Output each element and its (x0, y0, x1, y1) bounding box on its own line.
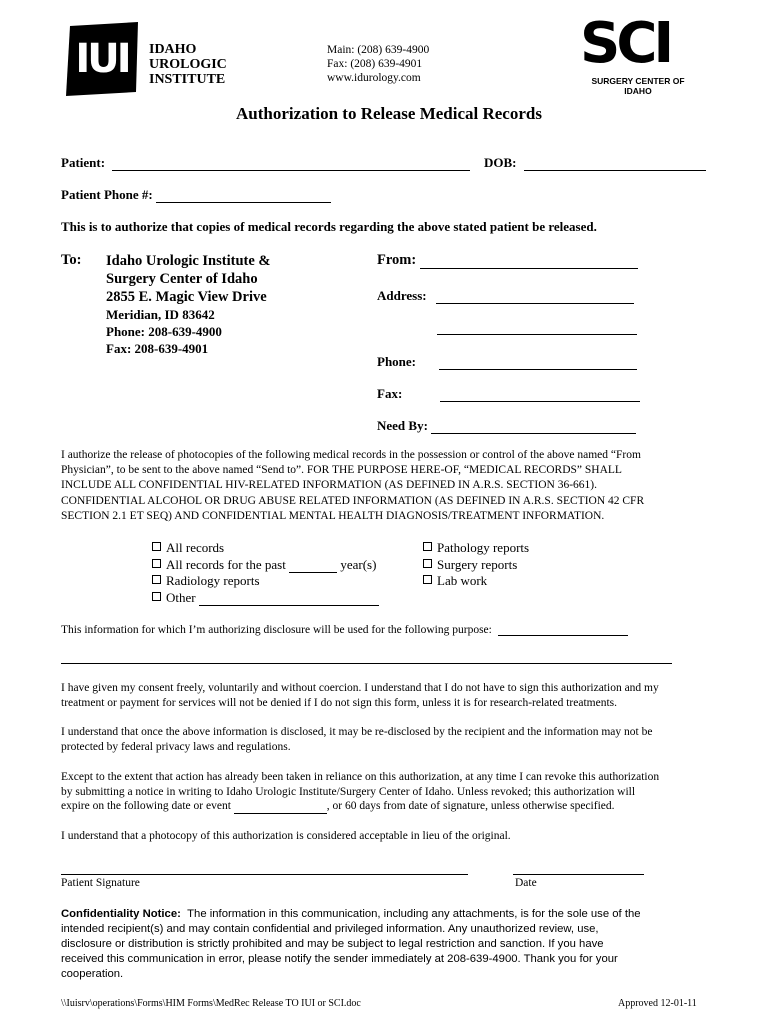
page-title: Authorization to Release Medical Records (236, 104, 542, 123)
iui-name-line: IDAHO (149, 42, 197, 57)
iui-name-line: UROLOGIC (149, 57, 227, 72)
signature-label: Patient Signature (61, 877, 140, 889)
to-label: To: (61, 252, 82, 268)
paragraph-line: I authorize the release of photocopies of the following medical records in the possession or control of the above named “From (61, 449, 641, 461)
photocopy-text: I understand that a photocopy of this authorization is considered acceptable in lieu of the original. (61, 830, 511, 842)
to-name-line: Idaho Urologic Institute & (106, 253, 271, 269)
checkbox[interactable] (423, 542, 432, 551)
purpose-field[interactable] (498, 621, 628, 636)
phone-row (377, 354, 637, 370)
consent-paragraph (61, 681, 659, 711)
option-label: All records for the past (166, 556, 286, 572)
from-fax-field[interactable] (440, 387, 640, 402)
iui-name-line: INSTITUTE (149, 72, 226, 87)
fax-row (377, 386, 640, 402)
checkbox[interactable] (423, 575, 432, 584)
purpose-row (61, 621, 628, 636)
to-name-line: 2855 E. Magic View Drive (106, 289, 267, 305)
paragraph-line: I have given my consent freely, voluntarily and without coercion. I understand that I do not have to sign this authorization and my (61, 682, 659, 694)
confidentiality-notice (61, 907, 641, 982)
from-label: From: (377, 252, 417, 268)
option-label: year(s) (340, 556, 377, 572)
fax-number: Fax: (208) 639-4901 (327, 58, 423, 70)
footer-approved: Approved 12-01-11 (618, 998, 697, 1009)
paragraph-line (61, 799, 659, 814)
dob-row (484, 155, 706, 171)
patient-label: Patient: (61, 155, 106, 170)
checkbox[interactable] (152, 575, 161, 584)
option-past-years[interactable] (152, 557, 379, 574)
from-phone-field[interactable] (439, 355, 637, 370)
paragraph-line: Physician”, to be sent to the above named “Send to”. FOR THE PURPOSE HERE-OF, “MEDICAL RECORDS” SHALL (61, 464, 622, 477)
option-label: Surgery reports (437, 556, 518, 572)
option-label: Pathology reports (437, 540, 530, 555)
option-label: Lab work (437, 573, 488, 588)
website: www.idurology.com (327, 72, 421, 84)
from-row (377, 252, 638, 269)
address-label: Address: (377, 288, 427, 303)
record-options-right (423, 540, 529, 590)
iui-name (149, 42, 227, 87)
option-other[interactable] (152, 590, 379, 607)
address-field[interactable] (436, 289, 634, 304)
signature-field[interactable] (61, 860, 468, 875)
option-label: Radiology reports (166, 573, 260, 588)
option-all-records[interactable] (152, 540, 379, 557)
date-field[interactable] (513, 860, 644, 875)
paragraph-line: CONFIDENTIAL ALCOHOL OR DRUG ABUSE RELATED INFORMATION (AS DEFINED IN A.R.S. SECTION 42 CFR (61, 494, 645, 507)
checkbox[interactable] (423, 559, 432, 568)
to-fax: Fax: 208-639-4901 (106, 341, 209, 356)
paragraph-line: Except to the extent that action has already been taken in reliance on this authorization, at any time I can revoke this authorization (61, 771, 660, 783)
notice-line: intended recipient(s) and may contain confidential and privileged information. Any unauthorized review, use, (61, 923, 599, 935)
paragraph-line: SECTION 2.1 ET SEQ) AND CONFIDENTIAL MENTAL HEALTH DIAGNOSIS/TREATMENT INFORMATION. (61, 509, 605, 522)
option-label: Other (166, 589, 196, 605)
other-field[interactable] (199, 593, 379, 606)
sci-logo (578, 11, 698, 96)
sci-caption: SURGERY CENTER OF IDAHO (591, 76, 685, 96)
paragraph-line: by submitting a notice in writing to Idaho Urologic Institute/Surgery Center of Idaho. Unless revoked; this authorization will (61, 785, 636, 798)
need-by-field[interactable] (431, 419, 636, 434)
footer-path: \\Iuisrv\operations\Forms\HIM Forms\MedRec Release TO IUI or SCI.doc (61, 998, 361, 1009)
address-field-2[interactable] (437, 320, 637, 335)
notice-line: disclosure or distribution is strictly prohibited and may be subject to legal restriction and sanction. If you have (61, 938, 604, 950)
checkbox[interactable] (152, 559, 161, 568)
patient-phone-field[interactable] (156, 188, 331, 203)
record-options-left (152, 540, 379, 606)
to-name-line: Surgery Center of Idaho (106, 271, 258, 287)
expire-text: expire on the following date or event (61, 800, 231, 812)
patient-field[interactable] (112, 156, 470, 171)
revoke-paragraph (61, 770, 659, 814)
expire-field[interactable] (234, 801, 327, 814)
purpose-text: This information for which I’m authorizing disclosure will be used for the following purpose: (61, 624, 492, 636)
notice-text: The information in this communication, including any attachments, is for the sole use of the (187, 908, 641, 920)
need-by-label: Need By: (377, 418, 428, 433)
expire-suffix: , or 60 days from date of signature, unless otherwise specified. (326, 800, 615, 812)
iui-logo-letters: IUI (75, 36, 129, 82)
date-label: Date (515, 877, 537, 889)
checkbox[interactable] (152, 542, 161, 551)
option-surgery[interactable] (423, 557, 529, 574)
patient-phone-label: Patient Phone #: (61, 187, 153, 202)
notice-line (61, 907, 641, 922)
option-label: All records (166, 540, 225, 555)
need-by-row (377, 418, 636, 434)
contact-block (327, 43, 429, 85)
notice-heading: Confidentiality Notice: (61, 908, 181, 920)
paragraph-line: I understand that once the above information is disclosed, it may be re-disclosed by the recipient and the information may not be (61, 726, 653, 738)
iui-logo (62, 22, 142, 96)
patient-phone-row (61, 187, 331, 203)
patient-row (61, 155, 470, 171)
authorize-statement: This is to authorize that copies of medical records regarding the above stated patient be released. (61, 219, 597, 234)
option-lab[interactable] (423, 573, 529, 590)
paragraph-line: INCLUDE ALL CONFIDENTIAL HIV-RELATED INFORMATION (AS DEFINED IN A.R.S. SECTION 36-661). (61, 479, 598, 492)
notice-line: received this communication in error, please notify the sender immediately at 208-639-4900. Thank you for your (61, 953, 618, 965)
from-field[interactable] (420, 254, 638, 269)
years-field[interactable] (289, 560, 337, 573)
to-city: Meridian, ID 83642 (106, 307, 215, 322)
to-address (106, 252, 270, 357)
notice-line: cooperation. (61, 968, 124, 980)
from-fax-label: Fax: (377, 386, 403, 401)
paragraph-line: protected by federal privacy laws and regulations. (61, 741, 291, 753)
checkbox[interactable] (152, 592, 161, 601)
option-radiology[interactable] (152, 573, 379, 590)
redisclose-paragraph (61, 725, 652, 755)
from-phone-label: Phone: (377, 354, 416, 369)
main-phone: Main: (208) 639-4900 (327, 44, 430, 56)
release-paragraph (61, 448, 644, 524)
purpose-field-2[interactable] (61, 649, 672, 664)
address-row (377, 288, 634, 304)
option-pathology[interactable] (423, 540, 529, 557)
paragraph-line: treatment or payment for services will not be denied if I do not sign this form, unless it is for research-related treatments. (61, 697, 617, 709)
dob-field[interactable] (524, 156, 706, 171)
to-phone: Phone: 208-639-4900 (106, 324, 222, 339)
dob-label: DOB: (484, 155, 517, 170)
sci-logo-letters: SCI (580, 11, 671, 76)
